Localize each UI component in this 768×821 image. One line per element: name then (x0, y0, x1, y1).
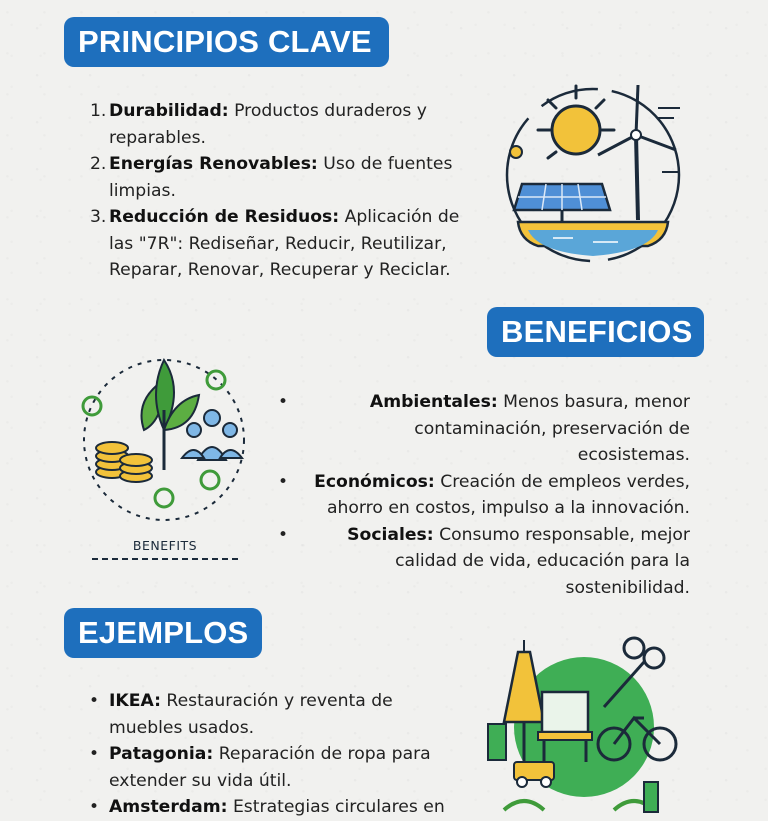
bullet-icon: • (278, 392, 289, 412)
item-text: Aplicación de las "7R": Rediseñar, Reducir, Reutilizar, Reparar, Renovar, Recuperar y Reciclar. (109, 207, 460, 280)
principios-heading: PRINCIPIOS CLAVE (64, 17, 389, 67)
ejemplos-heading: EJEMPLOS (64, 608, 262, 658)
bullet-icon: • (278, 524, 289, 545)
beneficio-item (278, 522, 690, 602)
item-text: Consumo responsable, mejor calidad de vida, educación para la sostenibilidad. (395, 524, 690, 598)
ejemplo-item (89, 741, 469, 794)
bullet-icon: • (89, 691, 100, 711)
bullet-icon: • (89, 744, 100, 764)
principios-list (90, 98, 479, 284)
principio-item (90, 204, 479, 284)
item-text: Productos duraderos y reparables. (109, 101, 427, 148)
item-term: Energías Renovables: (109, 154, 318, 174)
item-term: Amsterdam: (109, 797, 228, 817)
circular-economy-examples-icon (484, 632, 684, 815)
item-text: Menos basura, menor contaminación, preservación de ecosistemas. (414, 392, 690, 465)
item-term: Durabilidad: (109, 101, 229, 121)
beneficios-heading: BENEFICIOS (487, 307, 704, 357)
item-text: Creación de empleos verdes, ahorro en costos, impulso a la innovación. (326, 471, 690, 518)
item-text: Reparación de ropa para extender su vida útil. (109, 744, 431, 791)
ejemplo-item (89, 794, 469, 821)
item-term: Patagonia: (109, 744, 214, 764)
item-text: Restauración y reventa de muebles usados. (109, 691, 393, 738)
beneficio-item (278, 469, 690, 522)
ejemplos-list (89, 688, 469, 821)
bullet-icon: • (89, 797, 100, 817)
item-number: 3. (90, 207, 107, 227)
ejemplo-item (89, 688, 469, 741)
item-term: Sociales: (347, 524, 434, 545)
renewable-energy-icon (498, 80, 688, 270)
item-term: Ambientales: (369, 392, 498, 412)
item-number: 1. (90, 101, 107, 121)
principio-item (90, 151, 479, 204)
item-text: Uso de fuentes limpias. (109, 154, 453, 201)
principio-item (90, 98, 479, 151)
beneficios-list (278, 389, 690, 601)
item-number: 2. (90, 154, 107, 174)
bullet-icon: • (278, 471, 289, 492)
item-term: Reducción de Residuos: (109, 207, 340, 227)
caption-divider (92, 558, 238, 560)
item-term: Económicos: (314, 471, 435, 492)
benefits-caption: BENEFITS (132, 538, 198, 553)
item-term: IKEA: (109, 691, 161, 711)
item-text: Estrategias circulares en (227, 797, 445, 817)
beneficio-item (278, 389, 690, 469)
benefits-icon (74, 350, 254, 530)
